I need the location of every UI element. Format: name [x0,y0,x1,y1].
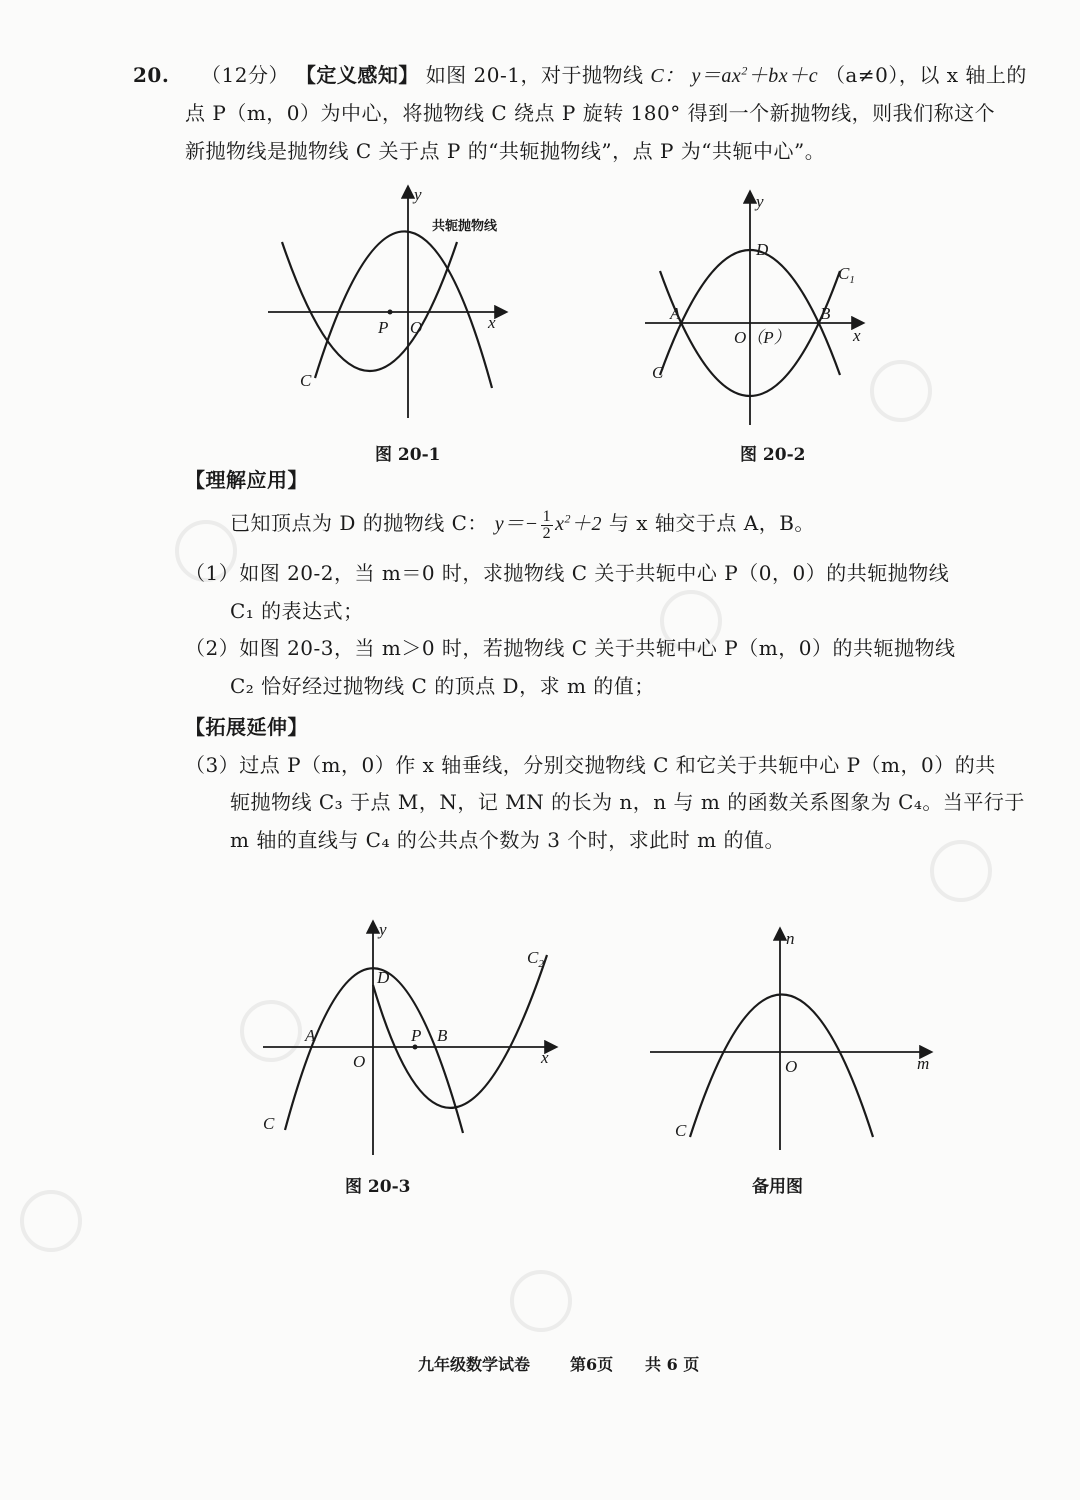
given-formula: y＝− $\frac{1}{2}$ $x^2+2$ [494,507,603,542]
section-heading-define: 【定义感知】 [295,63,419,87]
problem-number: 20. [133,63,170,87]
given-line [230,508,815,542]
figure-20-1 [260,180,520,425]
footer-subject: 九年级数学试卷 [418,1355,531,1374]
label-x: x [488,313,496,332]
figure-20-3 [255,915,565,1160]
label-C: C [300,371,312,390]
label-O: O [353,1052,366,1071]
figure-spare [645,922,940,1152]
parabola-formula: $y=ax^2+bx+c$ [691,63,819,87]
label-C2: $C_2$ [527,948,544,970]
q3-line-1: （3）过点 P（m，0）作 x 轴垂线，分别交抛物线 C 和它关于共轭中心 P（m，0）的共 [185,753,996,777]
section-heading-extend: 【拓展延伸】 [185,715,308,739]
label-O-P: O（P） [734,328,791,347]
label-D: D [756,240,769,259]
caption-20-3: 图 20-3 [345,1177,411,1197]
label-B: B [820,304,831,323]
caption-20-2: 图 20-2 [740,445,806,465]
problem-line-1 [133,60,1027,91]
label-y: y [414,185,422,204]
section-heading-understand: 【理解应用】 [185,468,308,492]
label-O: O [410,318,423,337]
label-O: O [785,1057,798,1076]
label-C: C [652,363,664,382]
q3-line-3: m 轴的直线与 C₄ 的公共点个数为 3 个时，求此时 m 的值。 [230,828,785,852]
footer-total: 共 6 页 [645,1355,700,1374]
label-y: y [756,192,764,211]
q3-line-2: 轭抛物线 C₃ 于点 M，N，记 MN 的长为 n，n 与 m 的函数关系图象为 C₄。当平行于 [230,790,1025,814]
label-C1: $C_1$ [838,264,855,286]
q2-line-1: （2）如图 20-3，当 m＞0 时，若抛物线 C 关于共轭中心 P（m，0）的共轭抛物线 [185,636,956,660]
label-conjugate: 共轭抛物线 [432,219,498,234]
caption-spare: 备用图 [752,1177,803,1197]
label-n: n [786,929,795,948]
given-text-a: 已知顶点为 D 的抛物线 C： [230,511,488,535]
label-P: P [378,318,389,337]
label-x: x [853,326,861,345]
label-y: y [379,920,387,939]
q1-line-1: （1）如图 20-2，当 m＝0 时，求抛物线 C 关于共轭中心 P（0，0）的共轭抛物线 [185,561,950,585]
label-D: D [377,968,390,987]
q2-line-2: C₂ 恰好经过抛物线 C 的顶点 D，求 m 的值； [230,674,655,698]
problem-line-3: 新抛物线是抛物线 C 关于点 P 的“共轭抛物线”，点 P 为“共轭中心”。 [185,139,826,163]
given-text-b: 与 x 轴交于点 A，B。 [608,511,815,535]
label-A: A [305,1026,316,1045]
label-m: m [917,1054,930,1073]
problem-line-2: 点 P（m，0）为中心，将抛物线 C 绕点 P 旋转 180° 得到一个新抛物线，则我们称这个 [185,101,996,125]
parabola-C-label: C： [650,65,685,87]
caption-20-1: 图 20-1 [375,445,441,465]
label-B: B [437,1026,448,1045]
q1-line-2: C₁ 的表达式； [230,599,364,623]
intro-text-a: 如图 20-1，对于抛物线 [425,63,651,87]
problem-score: （12分） [201,63,289,87]
label-x: x [541,1048,549,1067]
label-P: P [411,1026,422,1045]
label-A: A [670,304,681,323]
label-C: C [675,1121,687,1140]
label-C: C [263,1114,275,1133]
figure-20-2 [640,185,870,425]
footer-page: 第6页 [570,1355,614,1374]
intro-text-b: （a≠0），以 x 轴上的 [824,63,1027,87]
